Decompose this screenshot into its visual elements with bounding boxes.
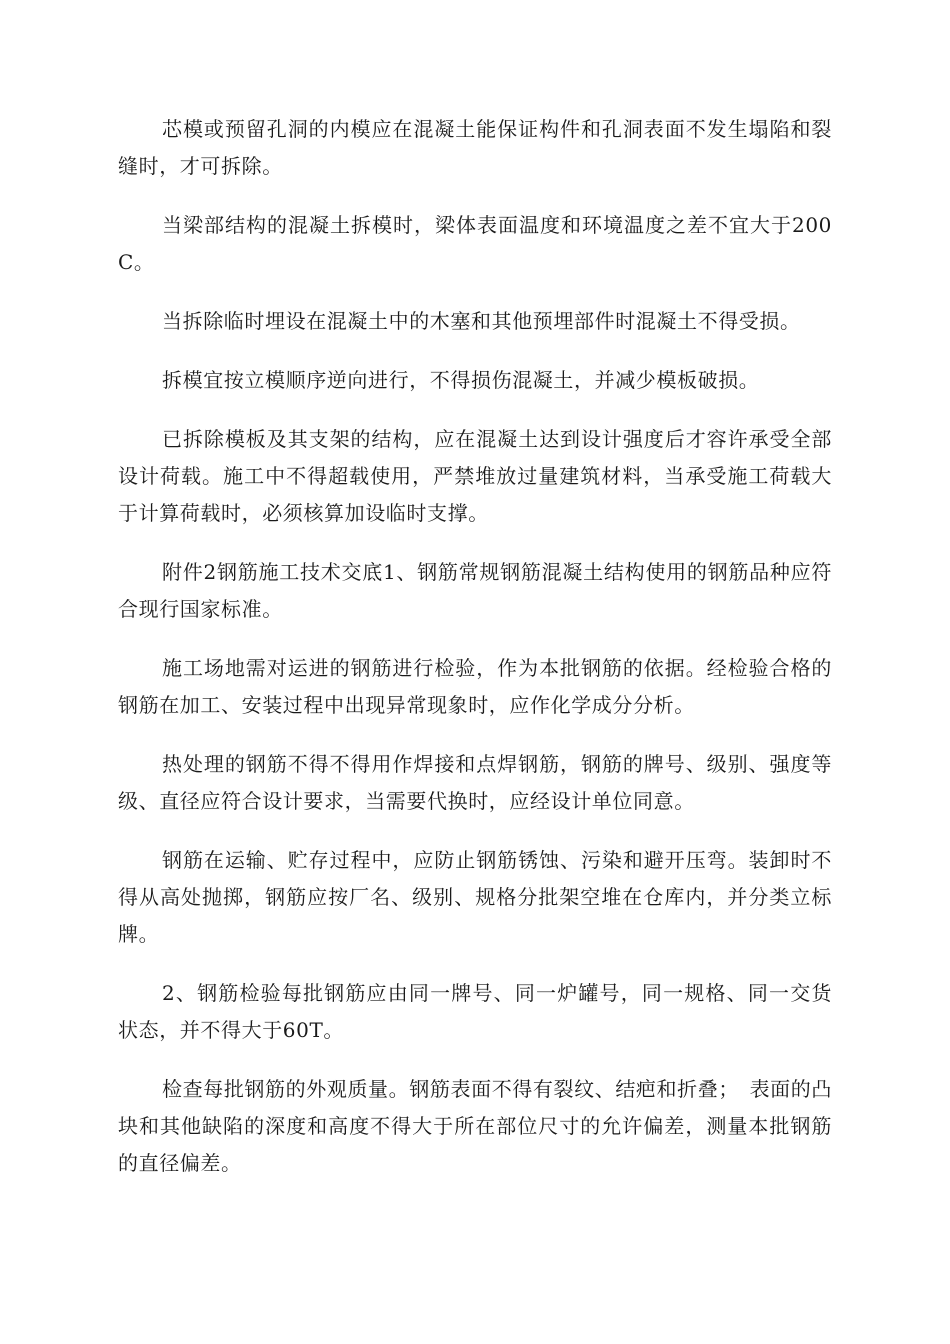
paragraph: 2、钢筋检验每批钢筋应由同一牌号、同一炉罐号，同一规格、同一交货状态，并不得大于60T。 bbox=[118, 981, 832, 1042]
paragraph: 钢筋在运输、贮存过程中，应防止钢筋锈蚀、污染和避开压弯。装卸时不得从高处抛掷，钢筋应按厂名、级别、规格分批架空堆在仓库内，并分类立标牌。 bbox=[118, 848, 832, 946]
paragraph: 当梁部结构的混凝土拆模时，梁体表面温度和环境温度之差不宜大于200C。 bbox=[118, 213, 832, 274]
paragraph: 已拆除模板及其支架的结构，应在混凝土达到设计强度后才容许承受全部设计荷载。施工中不得超载使用，严禁堆放过量建筑材料，当承受施工荷载大于计算荷载时，必须核算加设临时支撑。 bbox=[118, 427, 832, 525]
paragraph: 拆模宜按立模顺序逆向进行，不得损伤混凝土，并减少模板破损。 bbox=[162, 368, 760, 392]
document-body bbox=[118, 111, 832, 1204]
paragraph: 施工场地需对运进的钢筋进行检验，作为本批钢筋的依据。经检验合格的钢筋在加工、安装过程中出现异常现象时，应作化学成分分析。 bbox=[118, 656, 832, 717]
paragraph: 检查每批钢筋的外观质量。钢筋表面不得有裂纹、结疤和折叠； 表面的凸块和其他缺陷的深度和高度不得大于所在部位尺寸的允许偏差，测量本批钢筋的直径偏差。 bbox=[118, 1077, 832, 1175]
paragraph: 附件2钢筋施工技术交底1、钢筋常规钢筋混凝土结构使用的钢筋品种应符合现行国家标准。 bbox=[118, 560, 832, 621]
paragraph: 当拆除临时埋设在混凝土中的木塞和其他预埋部件时混凝土不得受损。 bbox=[162, 309, 801, 333]
paragraph: 热处理的钢筋不得不得用作焊接和点焊钢筋，钢筋的牌号、级别、强度等级、直径应符合设计要求，当需要代换时，应经设计单位同意。 bbox=[118, 752, 832, 813]
paragraph: 芯模或预留孔洞的内模应在混凝土能保证构件和孔洞表面不发生塌陷和裂缝时，才可拆除。 bbox=[118, 117, 832, 178]
